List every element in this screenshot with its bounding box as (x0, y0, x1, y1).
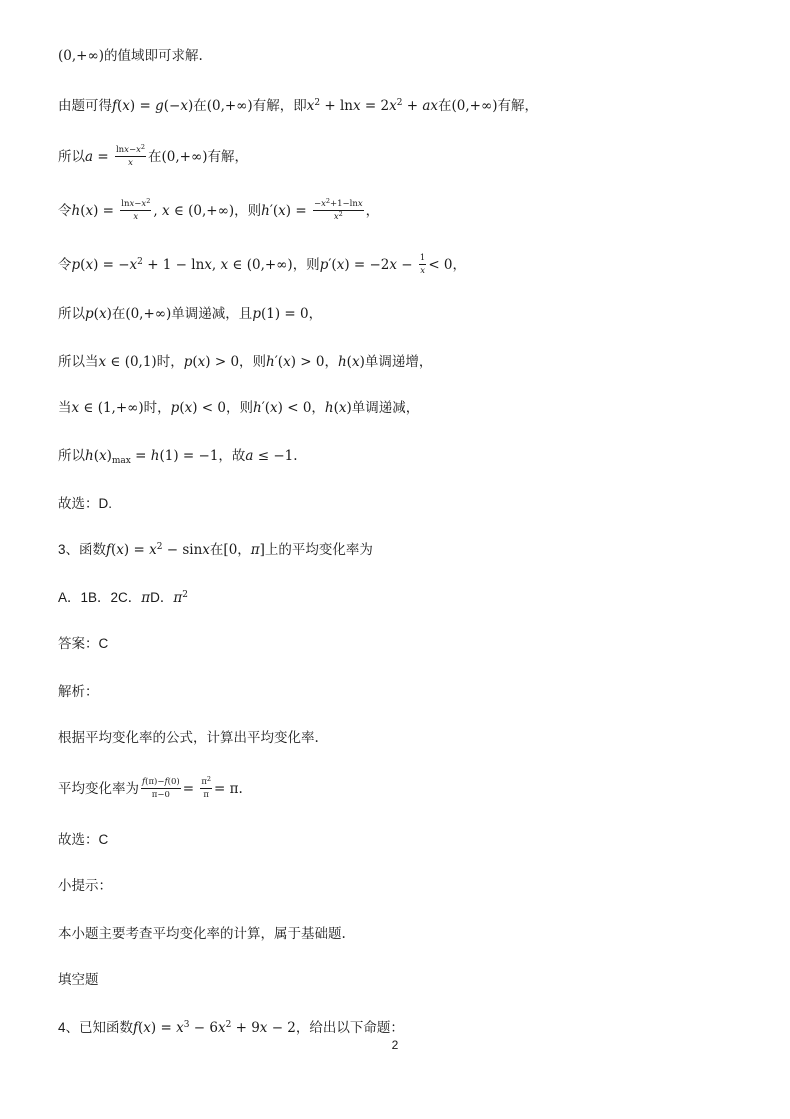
text-line-13: 答案：C (58, 636, 109, 652)
text-line-9: 所以$h(x)_{max} = h(1) = -1$，故a ≤ −1. (58, 448, 298, 466)
text-line-21: 4、已知函数$f(x) = x^3 - 6x^2 + 9x - 2$，给出以下命题： (58, 1020, 404, 1036)
text-line-16: 平均变化率为 $\frac{f(\pi)-f(0)}{\pi-0}$ = $\frac{\pi^2}{\pi}$ = π. (58, 775, 243, 800)
page-number: 2 (391, 1038, 399, 1052)
text-line-15: 根据平均变化率的公式，计算出平均变化率. (58, 730, 319, 746)
text-line-3: 所以a = $\frac{\ln x-x^2}{x}$ 在(0,+∞)有解， (58, 143, 249, 168)
text-line-10: 故选：D. (58, 496, 112, 512)
text-line-12: A．1B．2C．πD．$\pi^2$ (58, 590, 189, 606)
text-line-20: 填空题 (58, 972, 99, 988)
text-line-17: 故选：C (58, 832, 109, 848)
text-line-7: 所以当x ∈ (0,1)时，p(x) > 0，则h′(x) > 0，h(x)单调递增， (58, 354, 433, 370)
text-line-19: 本小题主要考查平均变化率的计算，属于基础题. (58, 926, 346, 942)
text-line-6: 所以p(x)在(0,+∞)单调递减，且p(1) = 0， (58, 306, 323, 322)
text-line-18: 小提示： (58, 878, 112, 894)
text-line-5: 令$p(x) = -x^2 + 1 - \ln x$, x ∈ (0,+∞)，则p′(x) = −2x − $\frac{1}{x}$ < 0， (58, 253, 467, 276)
text-line-11: 3、函数$f(x) = x^2 - \sin x$在[0，π]上的平均变化率为 (58, 542, 373, 558)
text-line-14: 解析： (58, 684, 99, 700)
text-line-8: 当x ∈ (1,+∞)时，p(x) < 0，则h′(x) < 0，h(x)单调递减， (58, 400, 420, 416)
text-line-2: 由题可得f(x) = g(−x)在(0,+∞)有解，即$x^2 + \ln x = 2x^2$ + ax在(0,+∞)有解， (58, 98, 538, 114)
text-line-4: 令h(x) = $\frac{\ln x-x^2}{x}$ , x ∈ (0,+∞)，则h′(x) = $\frac{-x^2+1-\ln x}{x^2}$ ， (58, 197, 380, 222)
text-line-1: (0,+∞)的值域即可求解. (58, 48, 203, 64)
